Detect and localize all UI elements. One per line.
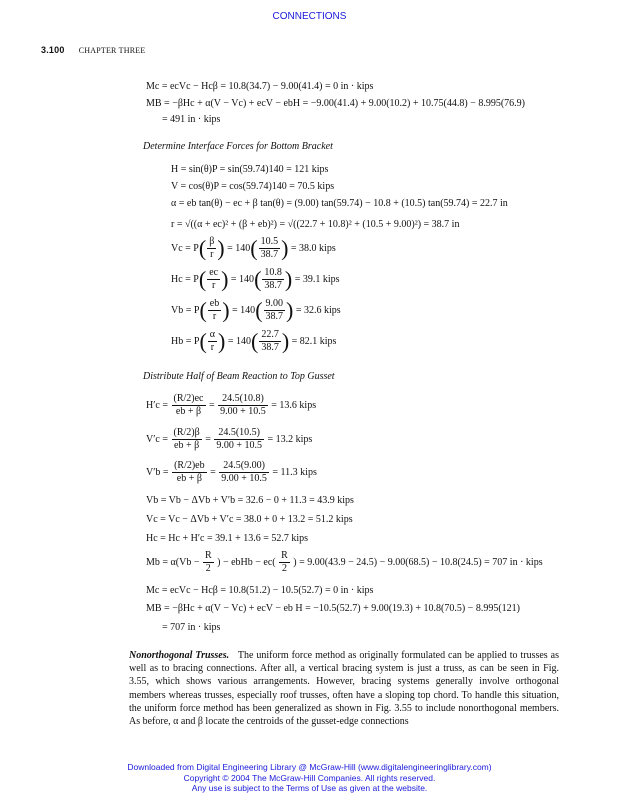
equation-force-hc: Hc = P( $\frac{ec}{r}$ ) = 140( $\frac{10.8}{38.7}$ ) = 39.1 kips	[171, 266, 340, 292]
equation-vb-prime: V′b = $\frac{(R/2)eb}{eb + \beta}$ = $\frac{24.5(9.00)}{9.00 + 10.5}$ = 11.3 kips	[146, 460, 317, 484]
footer-copyright[interactable]: Copyright © 2004 The McGraw-Hill Companies. All rights reserved.	[183, 772, 436, 783]
equation-mb-top: MB = −βHc + α(V − Vc) + ecV − ebH = −9.00(41.4) + 9.00(10.2) + 10.75(44.8) − 8.995(76.9)	[146, 98, 525, 109]
footer-notice	[0, 762, 619, 794]
chapter-title: CHAPTER THREE	[78, 46, 146, 55]
equation-hc-prime: H′c = $\frac{(R/2)ec}{eb + \beta}$ = $\frac{24.5(10.8)}{9.00 + 10.5}$ = 13.6 kips	[146, 393, 317, 417]
page-header	[41, 45, 145, 55]
equation-force-hb: Hb = P( $\frac{\alpha}{r}$ ) = 140( $\frac{22.7}{38.7}$ ) = 82.1 kips	[171, 328, 337, 354]
page-number: 3.100	[41, 45, 65, 55]
paragraph-title: Nonorthogonal Trusses.	[129, 650, 230, 661]
paragraph-body: The uniform force method as originally formulated can be applied to trusses as well as to bracing connections. After all, a vertical bracing system is just a truss, as can be seen in Fig. 3.55, which shows various arrangements. However, bracing systems generally involve orthogonal members whereas trusses, especially roof trusses, often have a sloping top chord. To handle this situation, the uniform force method has been generalized as shown in Fig. 3.55 to include nonorthogonal members. As before, α and β locate the centroids of the gusset-edge connections	[129, 650, 559, 728]
equation-force-vc: Vc = P( $\frac{\beta}{r}$ ) = 140( $\frac{10.5}{38.7}$ ) = 38.0 kips	[171, 235, 336, 261]
section-heading-distribute: Distribute Half of Beam Reaction to Top Gusset	[143, 371, 335, 382]
equation-mb-bottom: MB = −βHc + α(V − Vc) + ecV − eb H = −10.5(52.7) + 9.00(19.3) + 10.8(70.5) − 8.995(121)	[146, 603, 520, 614]
equation-mb-bottom-result: = 707 in · kips	[162, 622, 221, 633]
nonorthogonal-trusses-paragraph	[129, 649, 559, 728]
equation-mb-moment: Mb = α(Vb − $\frac{R}{2}$ ) − ebHb − ec( $\frac{R}{2}$ ) = 9.00(43.9 − 24.5) − 9.00(68.5) − 10.8(24.5) = 707 in · kips	[146, 550, 543, 574]
equation-mc-top: Mc = ecVc − Hcβ = 10.8(34.7) − 9.00(41.4) = 0 in · kips	[146, 81, 374, 92]
equation-vb-total: Vb = Vb − ΔVb + V′b = 32.6 − 0 + 11.3 = 43.9 kips	[146, 495, 354, 506]
equation-h: H = sin(θ)P = sin(59.74)140 = 121 kips	[171, 164, 329, 175]
equation-hc-total: Hc = Hc + H′c = 39.1 + 13.6 = 52.7 kips	[146, 533, 309, 544]
footer-download-link[interactable]: Downloaded from Digital Engineering Library @ McGraw-Hill (www.digitalengineeringlibrary.com)	[127, 762, 492, 772]
equation-mc-bottom: Mc = ecVc − Hcβ = 10.8(51.2) − 10.5(52.7) = 0 in · kips	[146, 585, 374, 596]
equation-force-vb: Vb = P( $\frac{eb}{r}$ ) = 140( $\frac{9.00}{38.7}$ ) = 32.6 kips	[171, 297, 341, 323]
equation-mb-top-result: = 491 in · kips	[162, 114, 221, 125]
section-heading-bottom-bracket: Determine Interface Forces for Bottom Bracket	[143, 141, 333, 152]
equation-r: r = √((α + ec)² + (β + eb)²) = √((22.7 + 10.8)² + (10.5 + 9.00)²) = 38.7 in	[171, 219, 460, 230]
equation-v: V = cos(θ)P = cos(59.74)140 = 70.5 kips	[171, 181, 335, 192]
equation-vc-total: Vc = Vc − ΔVb + V′c = 38.0 + 0 + 13.2 = 51.2 kips	[146, 514, 353, 525]
running-header-link[interactable]: CONNECTIONS	[272, 11, 347, 22]
footer-terms[interactable]: Any use is subject to the Terms of Use as given at the website.	[191, 783, 428, 793]
equation-vc-prime: V′c = $\frac{(R/2)\beta}{eb + \beta}$ = $\frac{24.5(10.5)}{9.00 + 10.5}$ = 13.2 kips	[146, 427, 313, 451]
equation-alpha: α = eb tan(θ) − ec + β tan(θ) = (9.00) tan(59.74) − 10.8 + (10.5) tan(59.74) = 22.7 in	[171, 198, 508, 209]
